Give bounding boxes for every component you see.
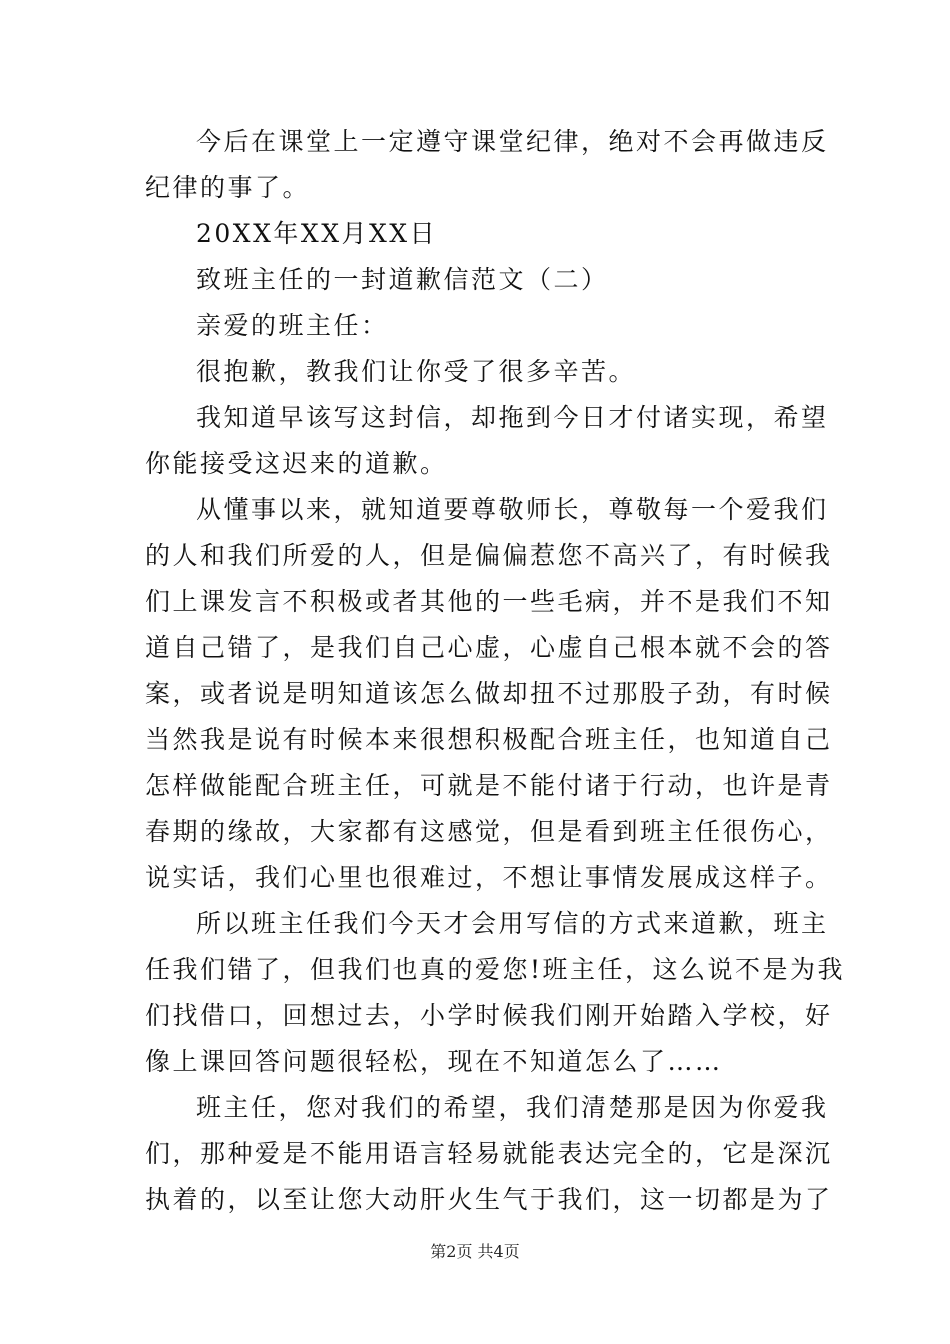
text-line: 怎样做能配合班主任，可就是不能付诸于行动，也许是青 [145,771,833,800]
text-line: 很抱歉，教我们让你受了很多辛苦。 [196,357,637,386]
document-body [145,122,846,1226]
text-line: 们，那种爱是不能用语言轻易就能表达完全的，它是深沉 [145,1139,833,1168]
text-line: 春期的缘故，大家都有这感觉，但是看到班主任很伤心， [145,817,833,846]
text-line: 当然我是说有时候本来很想积极配合班主任，也知道自己 [145,725,833,754]
text-line: 说实话，我们心里也很难过，不想让事情发展成这样子。 [145,863,833,892]
date-line: 20XX年XX月XX日 [196,219,438,248]
text-line: 们找借口，回想过去，小学时候我们刚开始踏入学校，好 [145,1001,833,1030]
text-line: 纪律的事了。 [145,173,311,202]
text-line: 们上课发言不积极或者其他的一些毛病，并不是我们不知 [145,587,833,616]
text-line: 所以班主任我们今天才会用写信的方式来道歉，班主 [196,909,829,938]
section-heading: 致班主任的一封道歉信范文（二） [196,265,609,294]
text-line: 像上课回答问题很轻松，现在不知道怎么了…… [145,1047,723,1076]
text-line: 从懂事以来，就知道要尊敬师长，尊敬每一个爱我们 [196,495,829,524]
text-line: 今后在课堂上一定遵守课堂纪律，绝对不会再做违反 [196,127,829,156]
text-line: 执着的，以至让您大动肝火生气于我们，这一切都是为了 [145,1185,833,1214]
text-line: 班主任，您对我们的希望，我们清楚那是因为你爱我 [196,1093,829,1122]
text-line: 案，或者说是明知道该怎么做却扭不过那股子劲，有时候 [145,679,833,708]
text-line: 你能接受这迟来的道歉。 [145,449,448,478]
text-line: 道自己错了，是我们自己心虚，心虚自己根本就不会的答 [145,633,833,662]
page-number-footer: 第2页 共4页 [430,1242,520,1261]
text-line: 我知道早该写这封信，却拖到今日才付诸实现，希望 [196,403,829,432]
salutation: 亲爱的班主任： [196,311,389,340]
text-line: 的人和我们所爱的人，但是偏偏惹您不高兴了，有时候我 [145,541,833,570]
text-line: 任我们错了，但我们也真的爱您!班主任，这么说不是为我 [145,955,846,984]
